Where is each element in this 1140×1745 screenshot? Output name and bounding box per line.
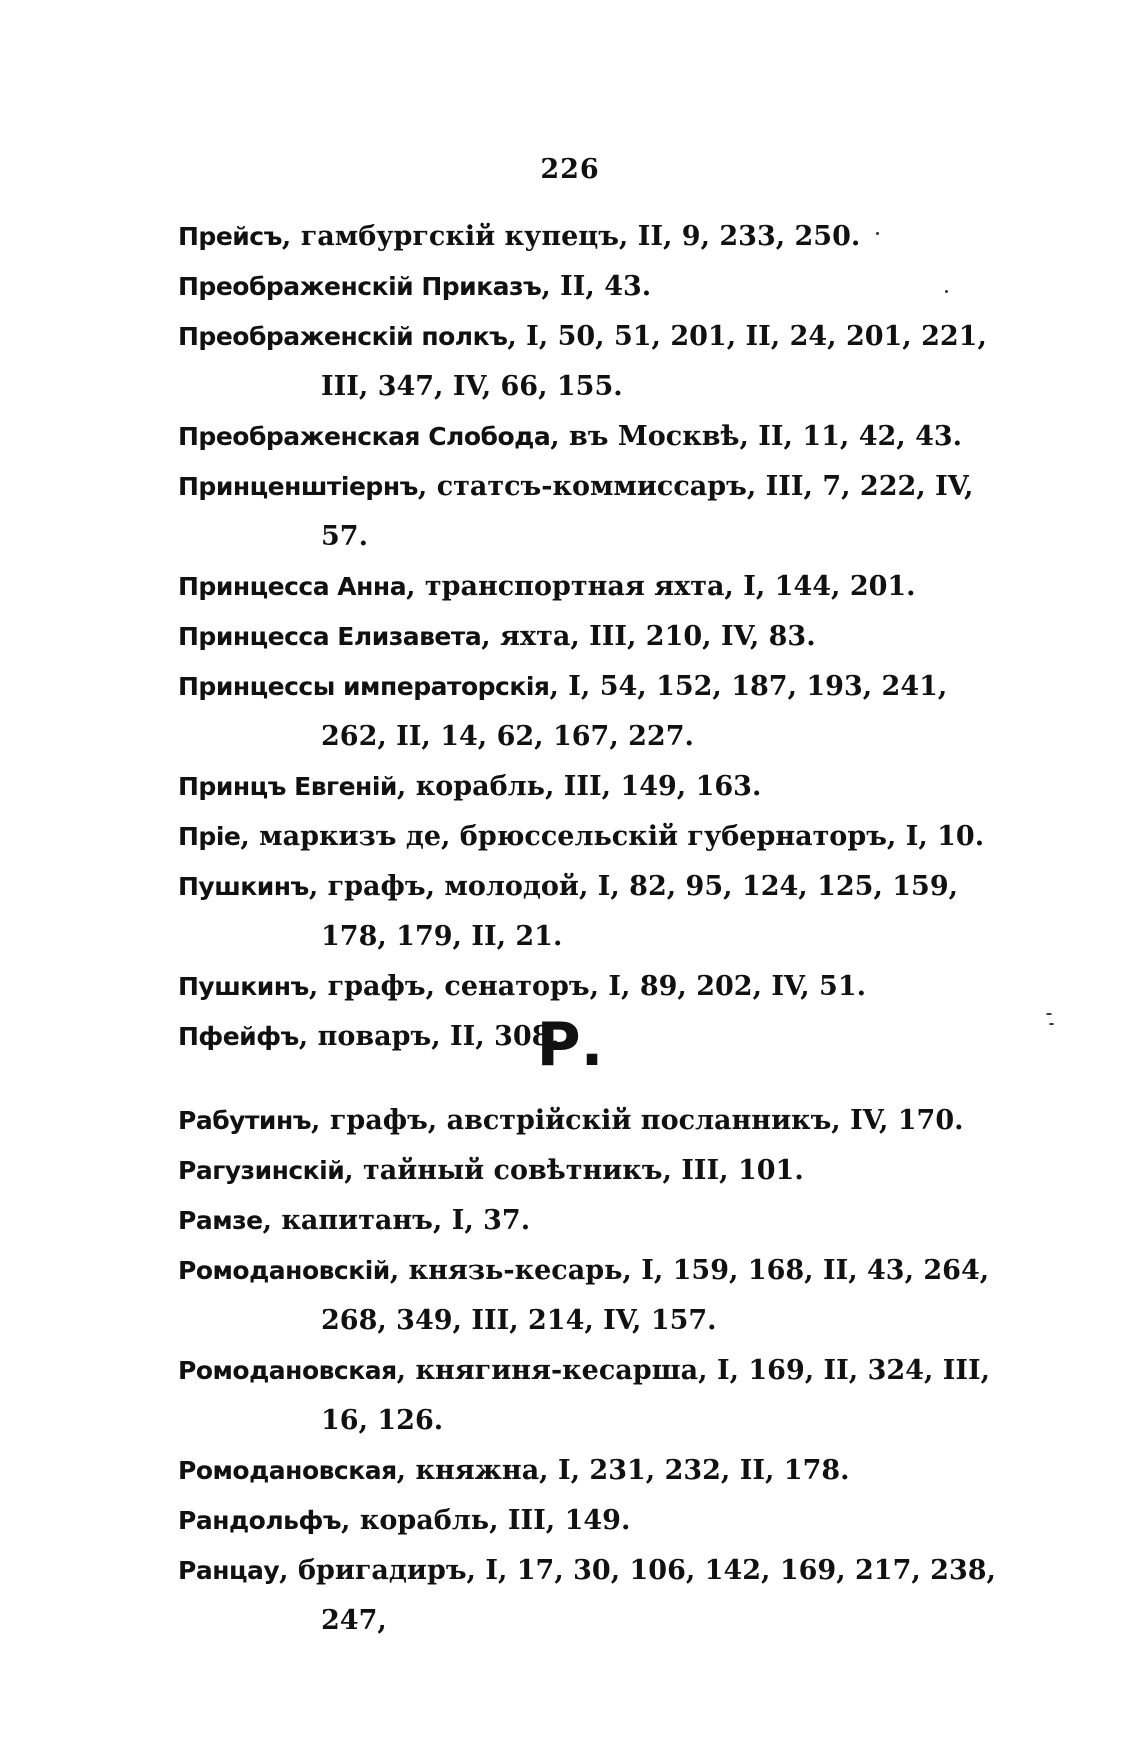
entry-text: , графъ, австрійскій посланникъ, IV, 170. (311, 1105, 964, 1136)
index-entry (178, 1546, 1008, 1646)
entry-head: Пушкинъ (178, 972, 309, 1001)
entry-head: Принцесса Анна (178, 572, 407, 601)
index-entry (178, 1346, 1008, 1446)
index-entry (178, 1146, 1008, 1196)
entry-head: Ромодановская (178, 1456, 397, 1485)
index-entry (178, 1496, 1008, 1546)
entry-head: Принцъ Евгеній (178, 772, 397, 801)
scan-speck (1046, 1013, 1052, 1015)
entry-text: , яхта, III, 210, IV, 83. (481, 621, 816, 652)
index-entry (178, 1096, 1008, 1146)
scan-speck (1049, 1023, 1054, 1025)
entry-text: , княжна, I, 231, 232, II, 178. (396, 1455, 850, 1486)
entry-text: , капитанъ, I, 37. (262, 1205, 531, 1236)
entry-head: Прейсъ (178, 222, 282, 251)
index-section-p (178, 212, 1008, 1062)
index-entry (178, 1446, 1008, 1496)
index-entry (178, 862, 1008, 962)
entry-text: , тайный совѣтникъ, III, 101. (344, 1155, 804, 1186)
scan-speck (945, 290, 948, 293)
entry-head: Пріе (178, 822, 241, 851)
index-entry (178, 312, 1008, 412)
entry-head: Принцессы императорскія (178, 672, 550, 701)
entry-head: Рамзе (178, 1206, 263, 1235)
scan-speck (876, 232, 879, 235)
index-entry (178, 762, 1008, 812)
entry-head: Преображенская Слобода (178, 422, 551, 451)
entry-text: , I, 50, 51, 201, II, 24, 201, 221, III, 347, IV, 66, 155. (321, 321, 987, 402)
index-entry (178, 212, 1008, 262)
section-letter: Р. (536, 1010, 604, 1080)
entry-text: , статсъ-коммиссаръ, III, 7, 222, IV, 57. (321, 471, 974, 552)
entry-text: , I, 54, 152, 187, 193, 241, 262, II, 14, 62, 167, 227. (321, 671, 948, 752)
entry-head: Пушкинъ (178, 872, 309, 901)
index-entry (178, 662, 1008, 762)
entry-text: , въ Москвѣ, II, 11, 42, 43. (550, 421, 963, 452)
page-number: 226 (540, 154, 600, 185)
entry-text: , гамбургскій купецъ, II, 9, 233, 250. (281, 221, 861, 252)
entry-head: Ромодановскій (178, 1256, 390, 1285)
index-entry (178, 962, 1008, 1012)
entry-text: , маркизъ де, брюссельскій губернаторъ, I, 10. (240, 821, 985, 852)
entry-head: Рагузинскій (178, 1156, 345, 1185)
entry-head: Ромодановская (178, 1356, 397, 1385)
index-entry (178, 612, 1008, 662)
entry-text: , бригадиръ, I, 17, 30, 106, 142, 169, 217, 238, 247, (279, 1555, 996, 1636)
index-entry (178, 412, 1008, 462)
entry-head: Преображенскій полкъ (178, 322, 508, 351)
index-section-r (178, 1096, 1008, 1646)
entry-text: , II, 43. (541, 271, 652, 302)
index-entry (178, 562, 1008, 612)
index-entry (178, 462, 1008, 562)
entry-text: , корабль, III, 149, 163. (396, 771, 762, 802)
entry-text: , княгиня-кесарша, I, 169, II, 324, III, 16, 126. (321, 1355, 991, 1436)
entry-head: Рандольфъ (178, 1506, 342, 1535)
entry-head: Пфейфъ (178, 1022, 299, 1051)
index-entry (178, 812, 1008, 862)
entry-text: , корабль, III, 149. (341, 1505, 631, 1536)
entry-head: Преображенскій Приказъ (178, 272, 542, 301)
index-entry (178, 262, 1008, 312)
entry-text: , поваръ, II, 308. (298, 1021, 560, 1052)
entry-head: Принценштіернъ (178, 472, 418, 501)
entry-head: Рабутинъ (178, 1106, 312, 1135)
entry-text: , графъ, молодой, I, 82, 95, 124, 125, 159, 178, 179, II, 21. (308, 871, 959, 952)
entry-text: , транспортная яхта, I, 144, 201. (406, 571, 916, 602)
entry-head: Принцесса Елизавета (178, 622, 482, 651)
entry-head: Ранцау (178, 1556, 280, 1585)
entry-text: , князь-кесарь, I, 159, 168, II, 43, 264, 268, 349, III, 214, IV, 157. (321, 1255, 990, 1336)
index-entry (178, 1196, 1008, 1246)
index-entry (178, 1246, 1008, 1346)
entry-text: , графъ, сенаторъ, I, 89, 202, IV, 51. (308, 971, 867, 1002)
